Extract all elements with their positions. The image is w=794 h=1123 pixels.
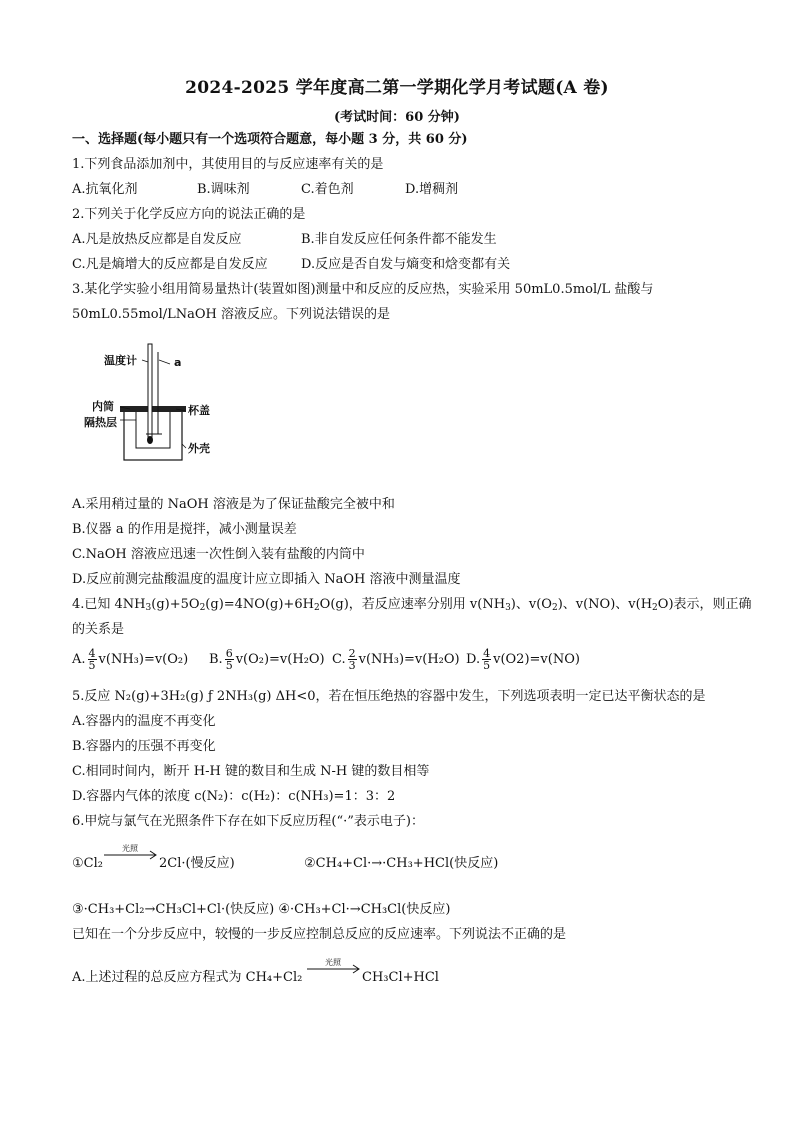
q2-option-d: D.反应是否自发与熵变和焓变都有关 — [301, 257, 511, 272]
q4-stem-line1: 4.已知 $4NH_3(g)+5O_2(g)=4NO(g)+6H_2O(g)$，若反应速率分别用 $v(NH_3)$、$v(O_2)$、v(NO)、$v(H_2O)$表示，则正确 — [72, 597, 752, 613]
q1-option-d: D.增稠剂 — [405, 182, 459, 197]
q6-stem: 6.甲烷与氯气在光照条件下存在如下反应历程(“·”表示电子)： — [72, 814, 424, 829]
exam-duration: (考试时间：60 分钟) — [334, 110, 460, 125]
q6-reaction-1-right: 2Cl·(慢反应) — [159, 856, 235, 871]
q3-option-a: A.采用稍过量的 NaOH 溶液是为了保证盐酸完全被中和 — [72, 497, 395, 512]
label-a: a — [174, 356, 182, 369]
q1-stem: 1.下列食品添加剂中，其使用目的与反应速率有关的是 — [72, 157, 384, 172]
q4-option-c: C. $\frac{2}{3}$ v(NH₃)=v(H₂O) — [332, 647, 460, 672]
thermometer-bulb — [147, 436, 153, 444]
q2-option-b: B.非自发反应任何条件都不能发生 — [301, 232, 497, 247]
label-shell: 外壳 — [188, 442, 210, 455]
arrow-icon — [104, 843, 158, 863]
arrow-icon — [307, 957, 361, 977]
section-heading: 一、选择题(每小题只有一个选项符合题意，每小题 3 分，共 60 分) — [72, 132, 468, 147]
reaction-condition-label: 光照 — [325, 958, 341, 967]
q1-option-b: B.调味剂 — [197, 182, 250, 197]
q5-stem: 5.反应 N₂(g)+3H₂(g) ƒ 2NH₃(g) ΔH<0，若在恒压绝热的容器中发生，下列选项表明一定已达平衡状态的是 — [72, 689, 706, 704]
q6-note: 已知在一个分步反应中，较慢的一步反应控制总反应的反应速率。下列说法不正确的是 — [72, 927, 567, 942]
q3-option-b: B.仪器 a 的作用是搅拌，减小测量误差 — [72, 522, 297, 537]
q6-reactions-3-4: ③·CH₃+Cl₂→CH₃Cl+Cl·(快反应) ④·CH₃+Cl·→CH₃Cl(快反应) — [72, 902, 451, 917]
label-insulation: 隔热层 — [84, 416, 117, 429]
q6-option-a-arrow — [307, 957, 361, 977]
q6-option-a-right: CH₃Cl+HCl — [362, 970, 439, 985]
reaction-condition-label: 光照 — [122, 844, 138, 853]
q3-stem-line1: 3.某化学实验小组用简易量热计(装置如图)测量中和反应的反应热，实验采用 50mL0.5mol/L 盐酸与 — [72, 282, 654, 297]
q3-option-d: D.反应前测完盐酸温度的温度计应立即插入 NaOH 溶液中测量温度 — [72, 572, 461, 587]
inner-cup-shape — [136, 412, 170, 448]
page-title: 2024-2025 学年度高二第一学期化学月考试题(A 卷) — [185, 78, 609, 98]
q4-option-b: B. $\frac{6}{5}$ v(O₂)=v(H₂O) — [209, 647, 325, 672]
label-inner-cup: 内筒 — [92, 400, 114, 413]
q4-option-a: A. $\frac{4}{5}$ v(NH₃)=v(O₂) — [72, 647, 189, 672]
q6-reaction-1-arrow — [104, 843, 158, 863]
q1-option-c: C.着色剂 — [301, 182, 354, 197]
q3-stem-line2: 50mL0.55mol/LNaOH 溶液反应。下列说法错误的是 — [72, 307, 391, 322]
q2-option-c: C.凡是熵增大的反应都是自发反应 — [72, 257, 268, 272]
q5-option-a: A.容器内的温度不再变化 — [72, 714, 216, 729]
q2-stem: 2.下列关于化学反应方向的说法正确的是 — [72, 207, 306, 222]
q1-option-a: A.抗氧化剂 — [72, 182, 138, 197]
q4-stem-line2: 的关系是 — [72, 622, 125, 637]
q5-option-c: C.相同时间内，断开 H-H 键的数目和生成 N-H 键的数目相等 — [72, 764, 430, 779]
thermometer-shape — [148, 344, 152, 440]
q3-option-c: C.NaOH 溶液应迅速一次性倒入装有盐酸的内筒中 — [72, 547, 365, 562]
label-thermometer: 温度计 — [104, 354, 137, 367]
q6-reaction-2: ②CH₄+Cl·→·CH₃+HCl(快反应) — [304, 856, 499, 871]
label-lid: 杯盖 — [188, 404, 210, 417]
q6-option-a-left: A.上述过程的总反应方程式为 CH₄+Cl₂ — [72, 970, 303, 985]
q5-option-b: B.容器内的压强不再变化 — [72, 739, 216, 754]
q2-option-a: A.凡是放热反应都是自发反应 — [72, 232, 242, 247]
q6-reaction-1-left: ①Cl₂ — [72, 856, 103, 871]
q5-option-d: D.容器内气体的浓度 c(N₂)：c(H₂)：c(NH₃)=1：3：2 — [72, 789, 396, 804]
calorimeter-figure — [84, 340, 220, 470]
outer-shell-shape — [124, 410, 182, 460]
q4-option-d: D. $\frac{4}{5}$ v(O2)=v(NO) — [466, 647, 580, 672]
